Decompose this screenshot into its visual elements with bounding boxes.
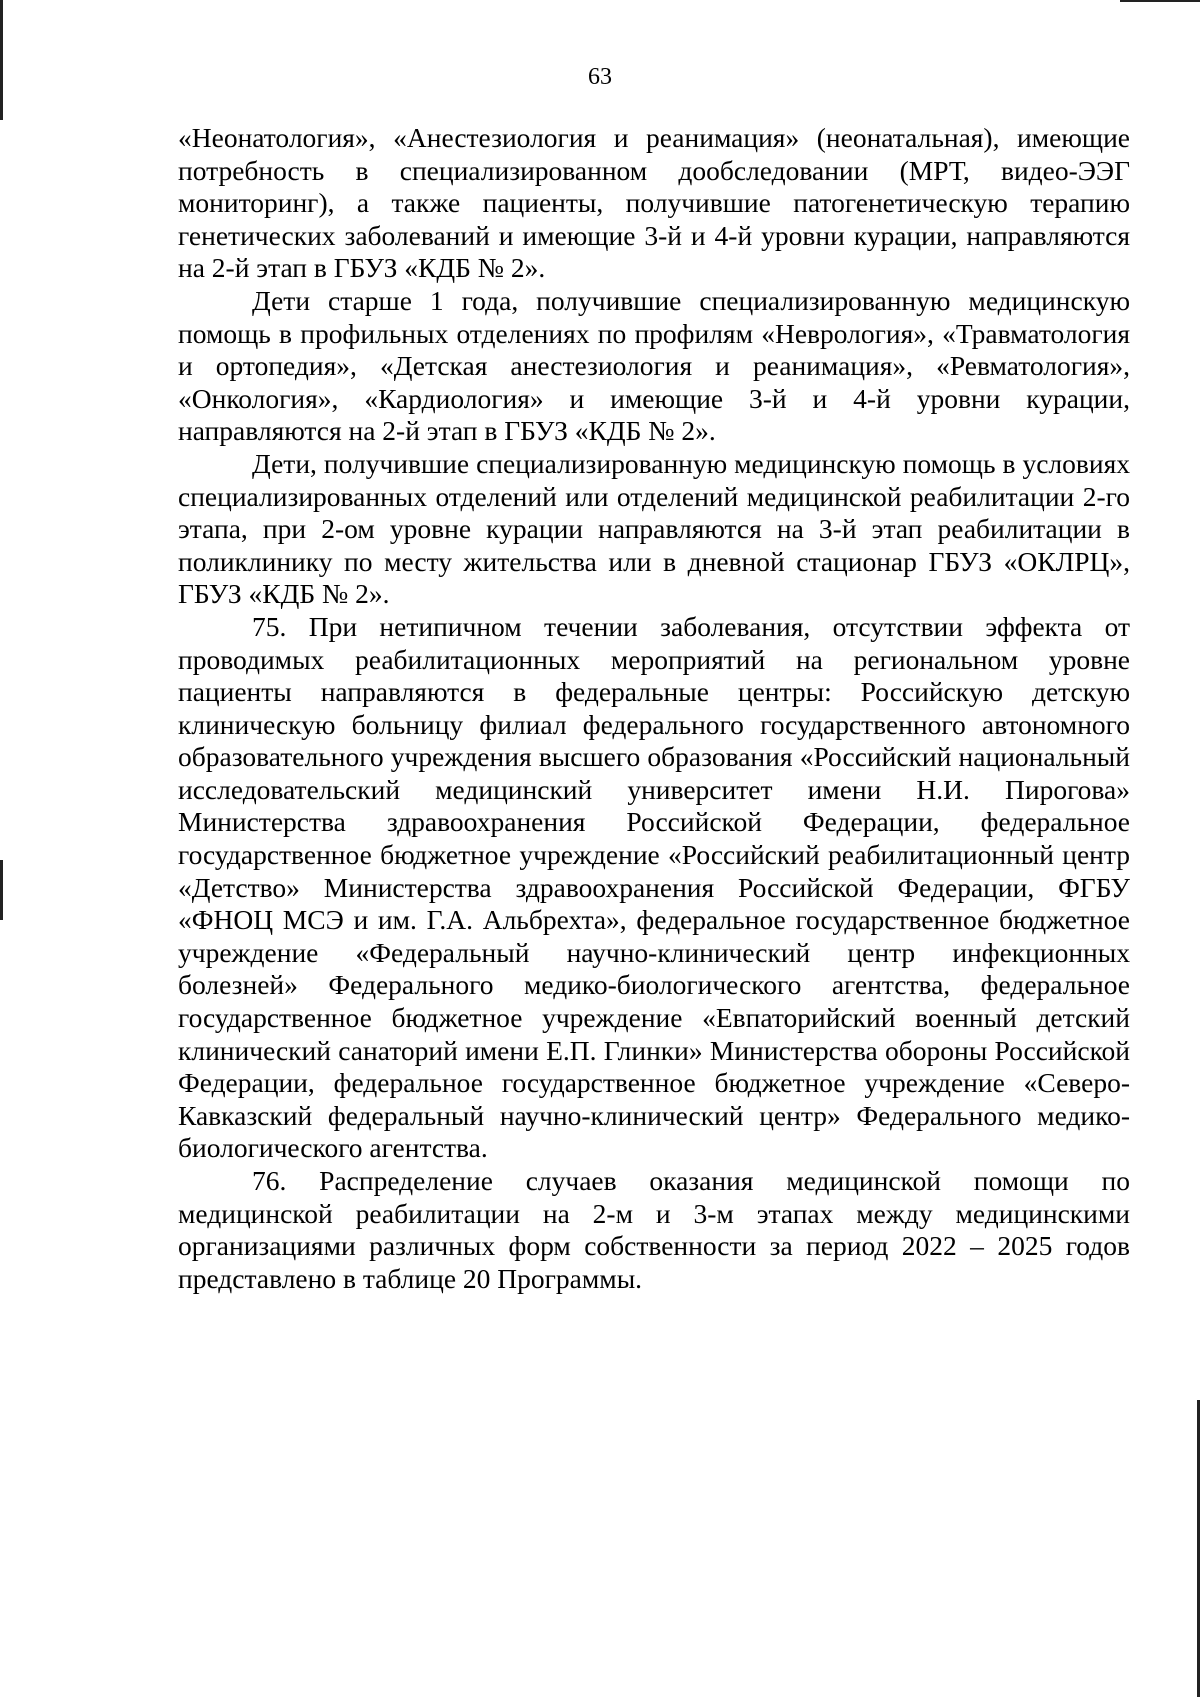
page-number: 63 [588,64,612,90]
paragraph-continuation: «Неонатология», «Анестезиология и реанимация» (неонатальная), имеющие потребность в специализированном дообследовании (МРТ, видео-ЭЭГ мониторинг), а также пациенты, получившие патогенетическую терапию генетических заболеваний и имеющие 3-й и 4-й уровни курации, направляются на 2-й этап в ГБУЗ «КДБ № 2». [178,122,1130,284]
paragraph-children-rehab-stage-3: Дети, получившие специализированную медицинскую помощь в условиях специализированных отделений или отделений медицинской реабилитации 2-го этапа, при 2-ом уровне курации направляются на 3-й этап реабилитации в поликлинику по месту жительства или в дневной стационар ГБУЗ «ОКЛРЦ», ГБУЗ «КДБ № 2». [178,447,1130,610]
paragraph-item-76: 76. Распределение случаев оказания медицинской помощи по медицинской реабилитации на 2-м и 3-м этапах между медицинскими организациями различных форм собственности за период 2022 – 2025 годов представлено в таблице 20 Программы. [178,1165,1130,1294]
document-body [178,122,1130,1295]
scan-edge-mark-top-right [1120,0,1200,2]
scan-edge-mark-left-lower [0,860,3,920]
paragraph-children-over-one: Дети старше 1 года, получившие специализированную медицинскую помощь в профильных отделениях по профилям «Неврология», «Травматология и ортопедия», «Детская анестезиология и реанимация», «Ревматология», «Онкология», «Кардиология» и имеющие 3-й и 4-й уровни курации, направляются на 2-й этап в ГБУЗ «КДБ № 2». [178,284,1130,447]
scan-edge-mark-left [0,0,3,120]
paragraph-item-75: 75. При нетипичном течении заболевания, отсутствии эффекта от проводимых реабилитационных мероприятий на региональном уровне пациенты направляются в федеральные центры: Российскую детскую клиническую больницу филиал федерального государственного автономного образовательного учреждения высшего образования «Российский национальный исследовательский медицинский университет имени Н.И. Пирогова» Министерства здравоохранения Российской Федерации, федеральное государственное бюджетное учреждение «Российский реабилитационный центр «Детство» Министерства здравоохранения Российской Федерации, ФГБУ «ФНОЦ МСЭ и им. Г.А. Альбрехта», федеральное государственное бюджетное учреждение «Федеральный научно-клинический центр инфекционных болезней» Федерального медико-биологического агентства, федеральное государственное бюджетное учреждение «Евпаторийский военный детский клинический санаторий имени Е.П. Глинки» Министерства обороны Российской Федерации, федеральное государственное бюджетное учреждение «Северо-Кавказский федеральный научно-клинический центр» Федерального медико-биологического агентства. [178,610,1130,1164]
